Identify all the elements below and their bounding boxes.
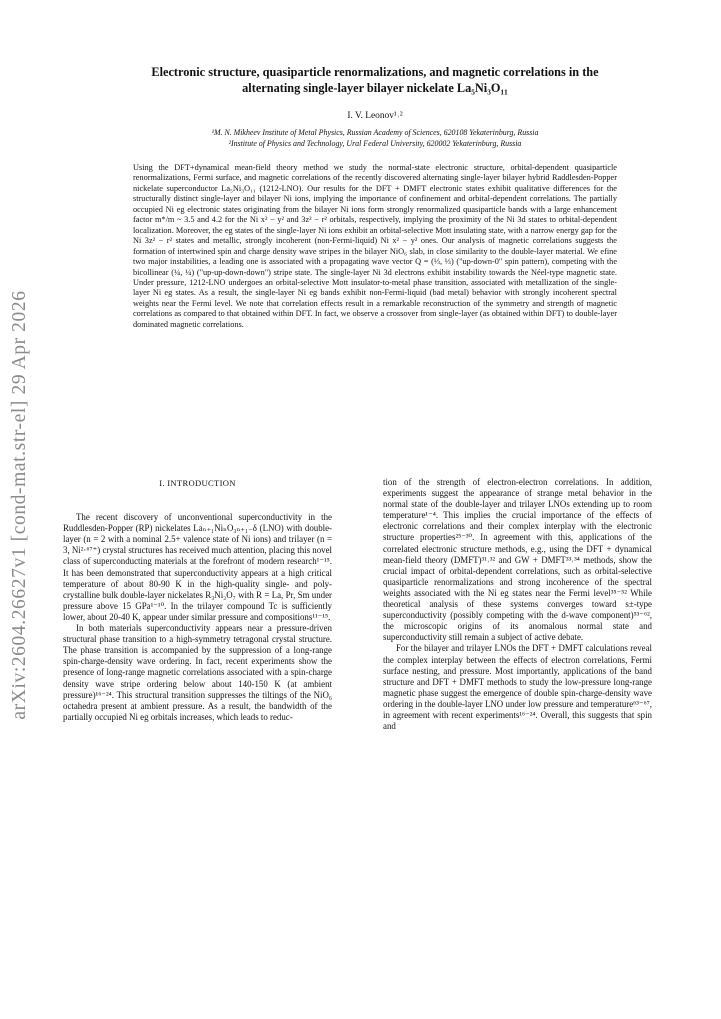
paper-title (60, 64, 690, 96)
affiliations (60, 128, 690, 149)
title-line-1: Electronic structure, quasiparticle renormalizations, and magnetic correlations in the (151, 65, 599, 79)
right-column (383, 477, 652, 732)
abstract: Using the DFT+dynamical mean-field theory method we study the normal-state electronic structure, orbital-dependent quasiparticle renormalizations, Fermi surface, and magnetic correlations of the recently discovered alternating single-layer bilayer hybrid Raddlesden-Popper nickelate superconductor La₅Ni₃O₁₁ (1212-LNO). Our results for the DFT + DMFT electronic states exhibit qualitative differences for the structurally distinct single-layer and bilayer Ni ions, implying the importance of confinement and orbital-dependent correlations. The partially occupied Ni eg electronic states originating from the bilayer Ni ions form strongly renormalized quasiparticle bands with a large enhancement factor m*/m ~ 3.5 and 4.2 for the Ni x² − y² and 3z² − r² orbitals, respectively, implying the proximity of the Ni 3d states to orbital-dependent localization. Moreover, the eg states of the single-layer Ni ions exhibit an orbital-selective Mott insulating state, with a narrow energy gap for the Ni 3z² − r² states and metallic, strongly incoherent (non-Fermi-liquid) Ni x² − y² ones. Our analysis of magnetic correlations suggests the formation of intertwined spin and charge density wave stripes in the bilayer NiO₆ slab, in close similarity to the double-layer material. We efine two major instabilities, a leading one is associated with a propagating wave vector Q = (⅓, ⅓) ("up-down-0" spin pattern), competing with the bicollinear (¼, ¼) ("up-up-down-down") stripe state. The single-layer Ni 3d electrons exhibit instability towards the Néel-type magnetic state. Under pressure, 1212-LNO undergoes an orbital-selective Mott insulator-to-metal phase transition, associated with metallization of the single-layer Ni eg states. As a result, the single-layer Ni eg bands exhibit non-Fermi-liquid (bad metal) behavior with strongly incoherent spectral weights near the Fermi level. We note that correlation effects result in a remarkable reconstruction of the symmetry and strength of magnetic correlations as compared to that obtained within DFT. In fact, we observe a crossover from single-layer (as obtained within DFT) to double-layer dominated magnetic correlations. (133, 163, 617, 329)
arxiv-identifier: arXiv:2604.26627v1 [cond-mat.str-el] 29 Apr 2026 (9, 290, 30, 720)
intro-paragraph-4: For the bilayer and trilayer LNOs the DFT + DMFT calculations reveal the complex interplay between the effects of electron correlations, Fermi surface nesting, and pressure. Most importantly, applications of the band structure and DFT + DMFT methods to study the low-pressure long-range magnetic phase suggest the emergence of double spin-charge-density wave ordering in the double-layer LNO under low pressure and temperature⁶³⁻⁶⁷, in agreement with recent experiments¹⁶⁻²⁴. Overall, this suggests that spin and (383, 643, 652, 732)
intro-paragraph-3: tion of the strength of electron-electron correlations. In addition, experiments suggest the appearance of strange metal behavior in the normal state of the double-layer and trilayer LNOs extending up to room temperature¹⁻⁴. This implies the crucial importance of the effects of electronic correlations and their complex interplay with the electronic structure properties²⁵⁻³⁰. In agreement with this, applications of the correlated electronic structure methods, e.g., using the DFT + dynamical mean-field theory (DMFT)³¹˒³² and GW + DMFT³³˒³⁴ methods, show the crucial impact of orbital-dependent correlations, such as orbital-selective quasiparticle renormalizations and strong incoherence of the spectral weights associated with the Ni eg states near the Fermi level³⁵⁻⁵² While theoretical analysis of these systems converges toward s±-type superconductivity (possibly competing with the d-wave component)⁵³⁻⁶², the microscopic origins of its anomalous normal state and superconductivity still remain a subject of active debate. (383, 477, 652, 643)
affiliation-2: ²Institute of Physics and Technology, Ural Federal University, 620002 Yekaterinburg, Russia (228, 138, 522, 148)
section-heading: I. INTRODUCTION (159, 478, 236, 488)
author: I. V. Leonov¹˒² (347, 111, 403, 121)
affiliation-1: ¹M. N. Mikheev Institute of Metal Physics, Russian Academy of Sciences, 620108 Yekaterinburg, Russia (211, 128, 539, 137)
left-column (63, 478, 332, 723)
intro-paragraph-2: In both materials superconductivity appears near a pressure-driven structural phase transition to a high-symmetry tetragonal crystal structure. The phase transition is accompanied by the suppression of a long-range spin-charge-density wave ordering. In fact, recent experiments show the presence of long-range magnetic correlations associated with a spin-charge density wave stripe ordering below about 140-150 K (at ambient pressure)¹⁶⁻²⁴. This structural transition suppresses the tiltings of the NiO₆ octahedra present at ambient pressure. As a result, the bandwidth of the partially occupied Ni eg orbitals increases, which leads to reduc- (63, 623, 332, 722)
title-line-2: alternating single-layer bilayer nickelate La₅Ni₃O₁₁ (242, 81, 508, 95)
intro-paragraph-1: The recent discovery of unconventional superconductivity in the Ruddlesden-Popper (RP) nickelates Laₙ₊₁NiₙO₃ₙ₊₁₋δ (LNO) with double-layer (n = 2 with a nominal 2.5+ valence state of Ni ions) and trilayer (n = 3, Ni²·⁶⁷⁺) crystal structures has received much attention, placing this novel class of superconducting materials at the forefront of modern research¹⁻¹⁵. It has been demonstrated that superconductivity appears at a high critical temperature of about 80-90 K in the high-quality single- and poly-crystalline bulk double-layer nickelates R₃Ni₂O₇ with R = La, Pr, Sm under pressure above 15 GPa¹⁻¹⁰. In the trilayer compound Tc is sufficiently lower, about 20-40 K, appear under similar pressure and compositions¹¹⁻¹⁵. (63, 512, 332, 622)
